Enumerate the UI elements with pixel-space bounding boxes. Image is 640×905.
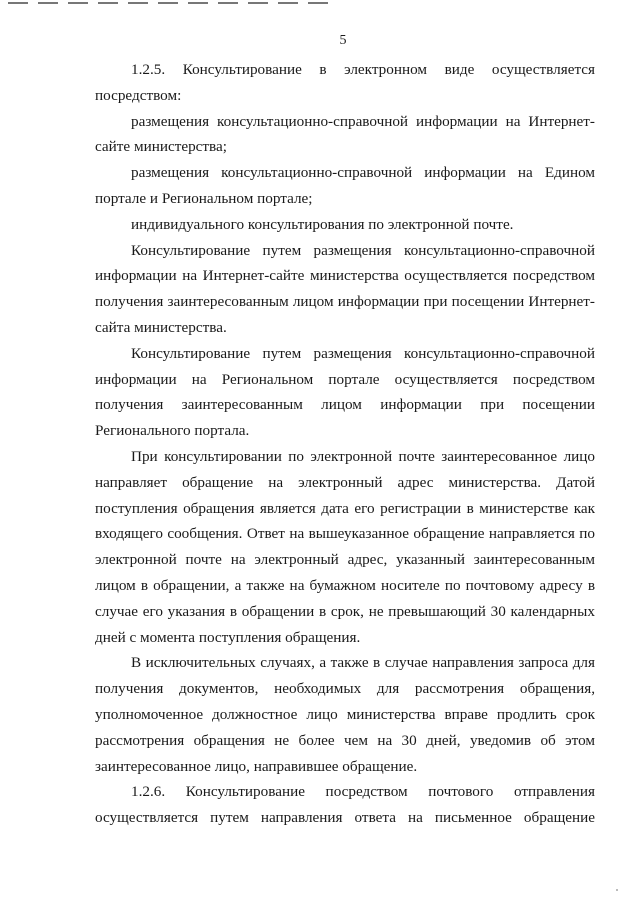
text-line: В исключительных случаях, а также в случае направления запроса для (131, 654, 595, 672)
text-line: входящего сообщения. Ответ на вышеуказанное обращение направляется по (95, 525, 595, 543)
text-line: сайта министерства. (95, 318, 227, 336)
paragraph (95, 650, 595, 779)
text-line: заинтересованное лицо, направившее обращение. (95, 757, 418, 775)
page-number: 5 (339, 33, 347, 48)
text-line: При консультировании по электронной почте заинтересованное лицо (131, 447, 595, 465)
text-line: Регионального портала. (95, 422, 250, 440)
paragraph (95, 444, 595, 650)
text-line: посредством: (95, 86, 182, 104)
text-line: индивидуального консультирования по электронной почте. (131, 215, 514, 233)
text-line: информации на Региональном портале осуществляется посредством (95, 370, 595, 388)
scan-edge-marks (0, 0, 368, 6)
paragraph (95, 160, 595, 212)
paragraph (95, 57, 595, 109)
text-line: информации на Интернет-сайте министерства осуществляется посредством (95, 267, 595, 285)
text-line: направляет обращение на электронный адрес министерства. Датой (95, 473, 595, 491)
paragraph (95, 779, 595, 831)
paragraph (95, 238, 595, 341)
text-line: уполномоченное должностное лицо министерства вправе продлить срок (95, 705, 595, 723)
text-line: размещения консультационно-справочной информации на Едином (131, 164, 595, 182)
text-line: осуществляется путем направления ответа на письменное обращение (95, 809, 595, 827)
text-line: рассмотрения обращения не более чем на 30 дней, уведомив об этом (95, 731, 595, 749)
text-line: сайте министерства; (95, 138, 227, 156)
paragraph (95, 341, 595, 444)
text-line: получения заинтересованным лицом информации при посещении (95, 396, 595, 414)
text-line: размещения консультационно-справочной информации на Интернет- (131, 112, 595, 130)
text-line: Консультирование путем размещения консультационно-справочной (131, 344, 595, 362)
text-line: поступления обращения является дата его регистрации в министерстве как (95, 499, 595, 517)
document-body (95, 57, 595, 831)
text-line: лицом в обращении, а также на бумажном носителе по почтовому адресу в (95, 576, 595, 594)
text-line: Консультирование путем размещения консультационно-справочной (131, 241, 595, 259)
text-line: 1.2.6. Консультирование посредством почтового отправления (131, 783, 595, 801)
scan-artifact (616, 889, 618, 891)
text-line: случае его указания в обращении в срок, не превышающий 30 календарных (95, 602, 595, 620)
text-line: портале и Региональном портале; (95, 189, 313, 207)
text-line: электронной почте на электронный адрес, указанный заинтересованным (95, 551, 595, 569)
text-line: дней с момента поступления обращения. (95, 628, 361, 646)
paragraph (95, 212, 595, 238)
text-line: 1.2.5. Консультирование в электронном виде осуществляется (131, 61, 595, 78)
paragraph (95, 109, 595, 161)
text-line: получения заинтересованным лицом информации при посещении Интернет- (95, 293, 595, 311)
text-line: получения документов, необходимых для рассмотрения обращения, (95, 680, 595, 698)
